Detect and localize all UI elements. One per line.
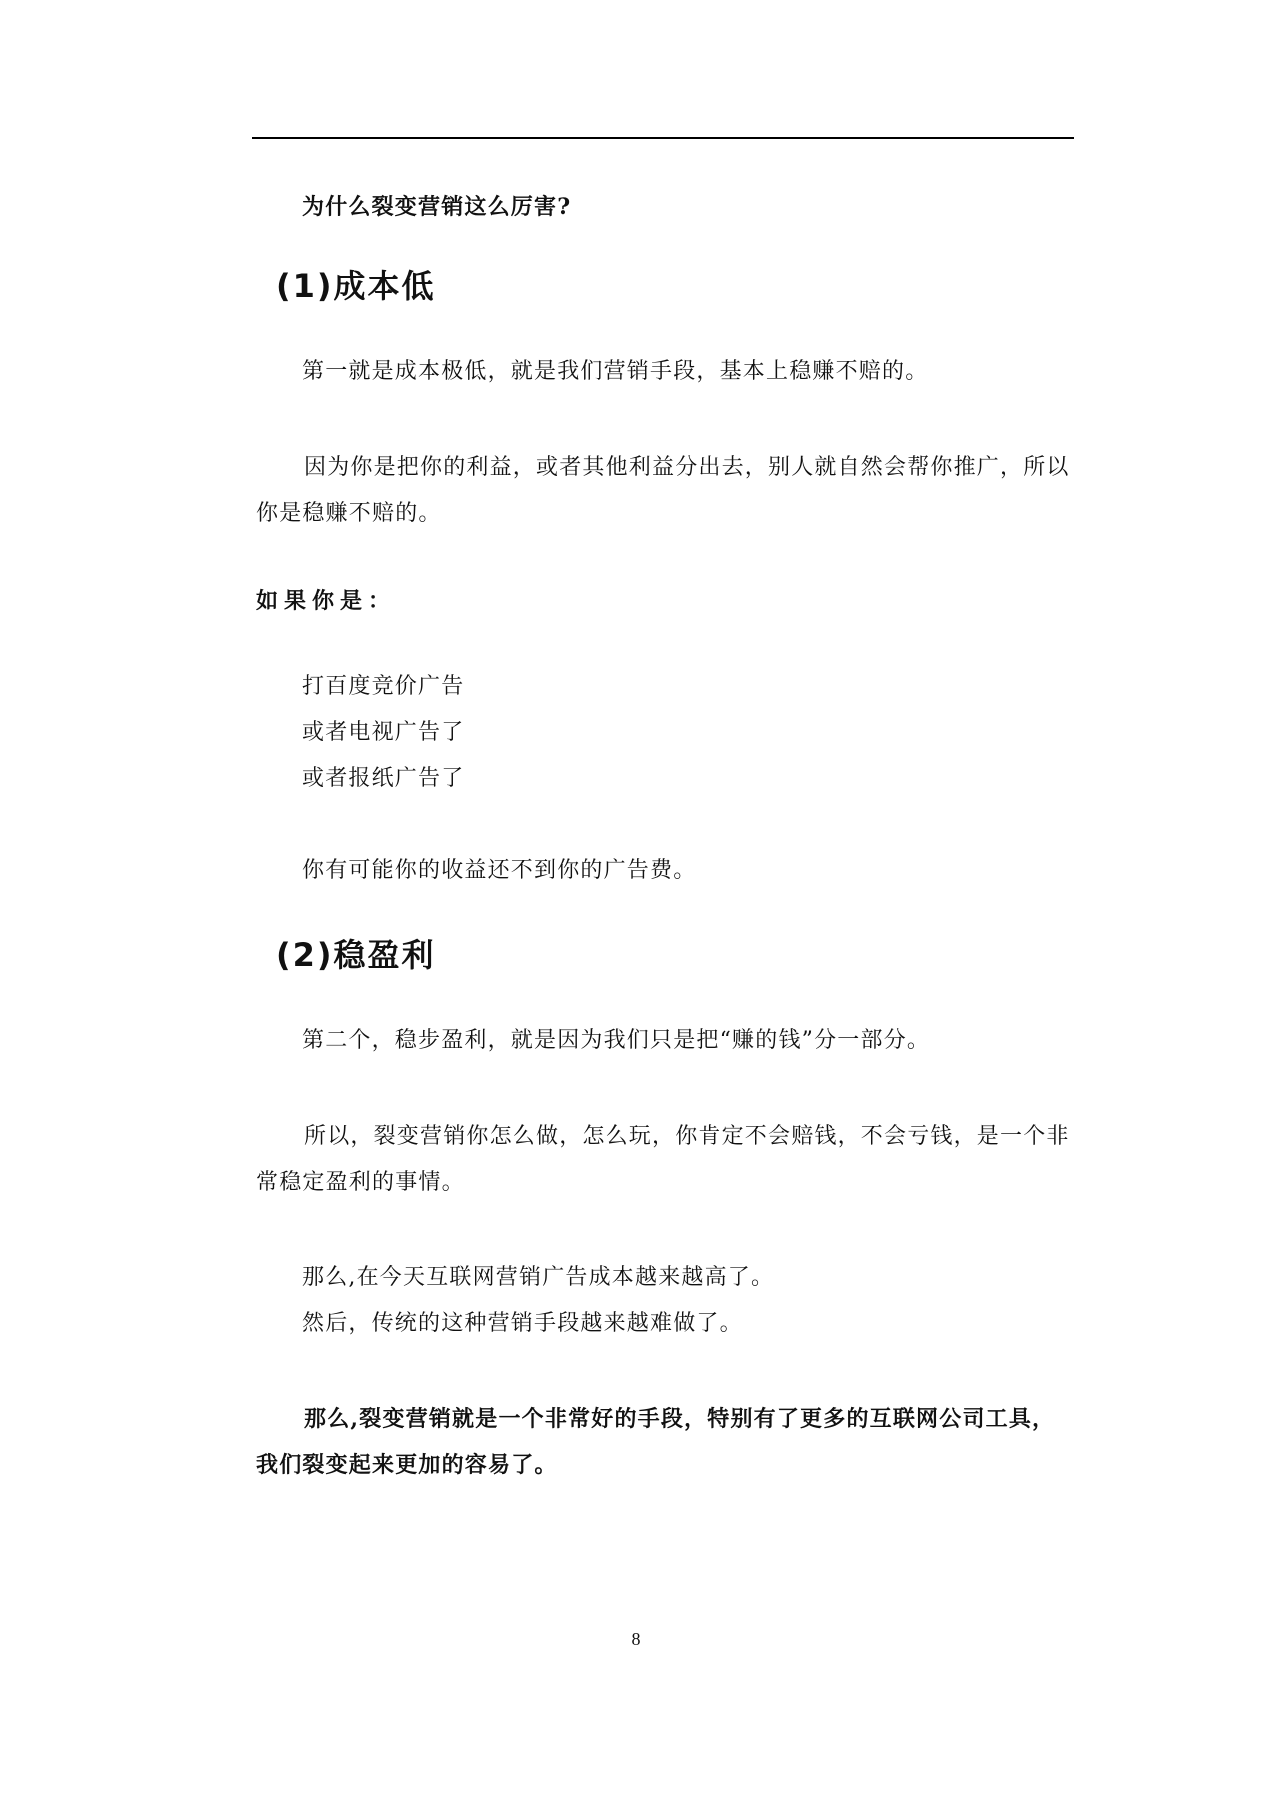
section-1-heading: (1)成本低: [276, 267, 436, 305]
header-rule: [252, 137, 1074, 139]
intro-question: 为什么裂变营销这么厉害?: [302, 194, 572, 220]
list-item: 打百度竞价广告: [302, 674, 465, 699]
page-number: 8: [631, 1629, 641, 1649]
section-2-paragraph-1: 第二个，稳步盈利，就是因为我们只是把“赚的钱”分一部分。: [302, 1028, 931, 1053]
paragraph-line: 那么,在今天互联网营销广告成本越来越高了。: [302, 1265, 775, 1290]
section-1-paragraph-3: 你有可能你的收益还不到你的广告费。: [302, 858, 697, 883]
if-you-label: 如果你是：: [256, 588, 397, 614]
section-1-paragraph-1: 第一就是成本极低，就是我们营销手段，基本上稳赚不赔的。: [302, 359, 929, 384]
list-item: 或者电视广告了: [302, 720, 465, 745]
section-2-paragraph-2: 所以，裂变营销你怎么做，怎么玩，你肯定不会赔钱，不会亏钱，是一个非常稳定盈利的事情。: [256, 1124, 1070, 1195]
section-1-paragraph-2: 因为你是把你的利益，或者其他利益分出去，别人就自然会帮你推广，所以你是稳赚不赔的。: [256, 455, 1070, 526]
section-2-paragraph-4: 那么,裂变营销就是一个非常好的手段，特别有了更多的互联网公司工具，我们裂变起来更加的容易了。: [256, 1406, 1056, 1478]
section-2-heading: (2)稳盈利: [276, 936, 436, 974]
paragraph-line: 然后，传统的这种营销手段越来越难做了。: [302, 1311, 743, 1336]
ad-types-list: [302, 664, 464, 802]
section-2-paragraph-3: [302, 1255, 774, 1347]
list-item: 或者报纸广告了: [302, 766, 465, 791]
